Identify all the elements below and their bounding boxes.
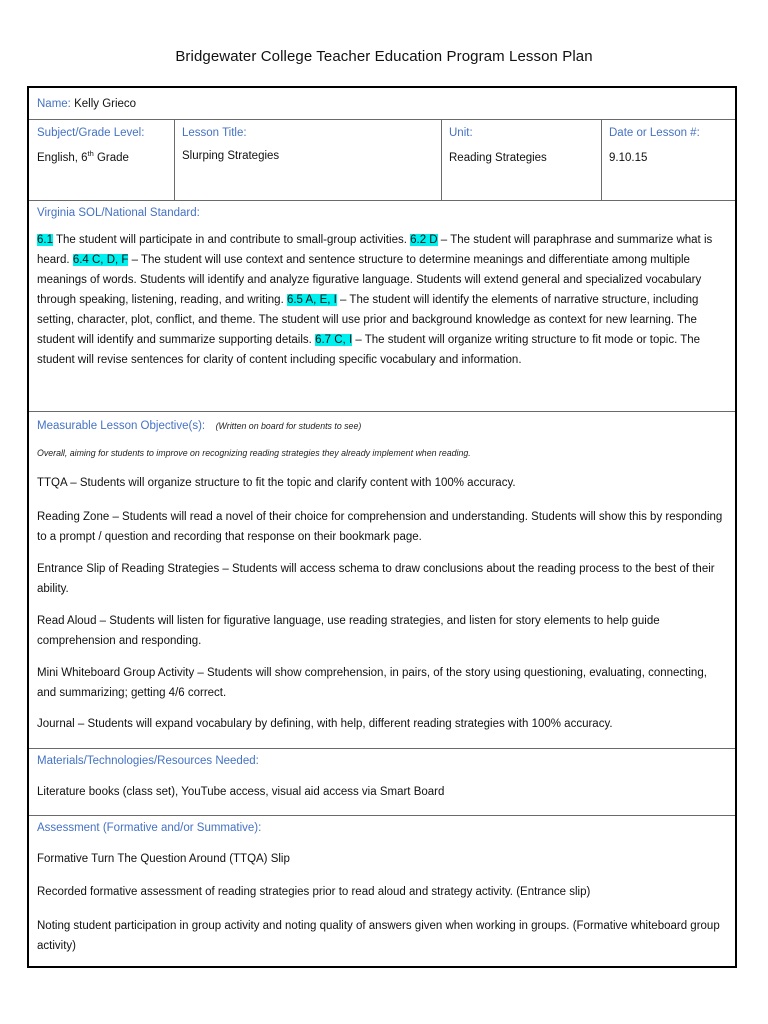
materials-row [29, 748, 735, 815]
sol-code-highlight: 6.1 [37, 234, 53, 246]
column-divider [441, 120, 442, 200]
name-row [29, 88, 735, 118]
info-row [29, 119, 735, 200]
document-title: Bridgewater College Teacher Education Program Lesson Plan [175, 48, 593, 65]
lesson-plan-table [27, 86, 737, 968]
objective-item: Entrance Slip of Reading Strategies – Students will access schema to draw conclusions about the reading process to the best of their ability. [37, 563, 715, 595]
sol-row [29, 200, 735, 411]
subject-label: Subject/Grade Level: [37, 127, 145, 139]
objectives-note: (Written on board for students to see) [215, 421, 362, 431]
sol-label: Virginia SOL/National Standard: [37, 207, 200, 219]
assessment-row [29, 815, 735, 966]
lesson-title-label: Lesson Title: [182, 127, 247, 139]
name-value: Kelly Grieco [74, 98, 137, 110]
lesson-title-value: Slurping Strategies [182, 150, 280, 162]
unit-value: Reading Strategies [449, 152, 547, 164]
sol-code-highlight: 6.5 A, E, I [286, 294, 337, 306]
assessment-label: Assessment (Formative and/or Summative): [37, 822, 262, 834]
objective-item: Mini Whiteboard Group Activity – Students will show comprehension, in pairs, of the story using questioning, evaluating, connecting, and summarizing; getting 4/6 correct. [37, 667, 707, 699]
column-divider [174, 120, 175, 200]
sol-code-highlight: 6.4 C, D, F [72, 254, 129, 266]
objective-item: TTQA – Students will organize structure to fit the topic and clarify content with 100% accuracy. [37, 477, 516, 489]
materials-label: Materials/Technologies/Resources Needed: [37, 755, 259, 767]
objectives-row [29, 411, 735, 748]
assessment-item: Recorded formative assessment of reading strategies prior to read aloud and strategy activity. (Entrance slip) [37, 886, 591, 898]
objectives-label: Measurable Lesson Objective(s): [37, 420, 206, 432]
column-divider [601, 120, 602, 200]
unit-label: Unit: [449, 127, 473, 139]
materials-value: Literature books (class set), YouTube access, visual aid access via Smart Board [37, 786, 445, 798]
unit-cell [449, 120, 599, 200]
objectives-overall: Overall, aiming for students to improve on recognizing reading strategies they already implement when reading. [37, 448, 471, 458]
date-value: 9.10.15 [609, 152, 648, 164]
assessment-item: Noting student participation in group activity and noting quality of answers given when working in groups. (Formative whiteboard group activity) [37, 920, 720, 952]
objective-item: Reading Zone – Students will read a novel of their choice for comprehension and understanding. Students will show this by responding to a prompt / question and recording that response on their bookmark page. [37, 511, 723, 543]
objective-item: Read Aloud – Students will listen for figurative language, use reading strategies, and listen for story elements to help guide comprehension and responding. [37, 615, 660, 647]
sol-code-highlight: 6.2 D [410, 234, 438, 246]
lesson-title-cell [182, 120, 432, 200]
date-label: Date or Lesson #: [609, 127, 700, 139]
objective-item: Journal – Students will expand vocabulary by defining, with help, different reading strategies with 100% accuracy. [37, 718, 613, 730]
sol-code-highlight: 6.7 C, I [315, 334, 353, 346]
sol-text: 6.1 The student will participate in and contribute to small-group activities. 6.2 D – The student will paraphrase and summarize what is heard. 6.4 C, D, F – The student will use context and sentence structure to determine meanings and differentiate among multiple meanings of words. Students will identify and analyze figurative language. Students will extend general and specialized vocabulary through speaking, listening, reading, and writing. 6.5 A, E, I – The student will identify the elements of narrative structure, including setting, character, plot, conflict, and theme. The student will use prior and background knowledge as context for new learning. The student will identify and summarize supporting details. 6.7 C, I – The student will organize writing structure to fit mode or topic. The student will revise sentences for clarity of content including specific vocabulary and information. [37, 234, 713, 366]
date-cell [609, 120, 734, 200]
subject-value: English, 6th Grade [37, 149, 129, 164]
assessment-item: Formative Turn The Question Around (TTQA) Slip [37, 853, 290, 865]
subject-cell [37, 120, 172, 200]
name-label: Name: [37, 98, 71, 110]
